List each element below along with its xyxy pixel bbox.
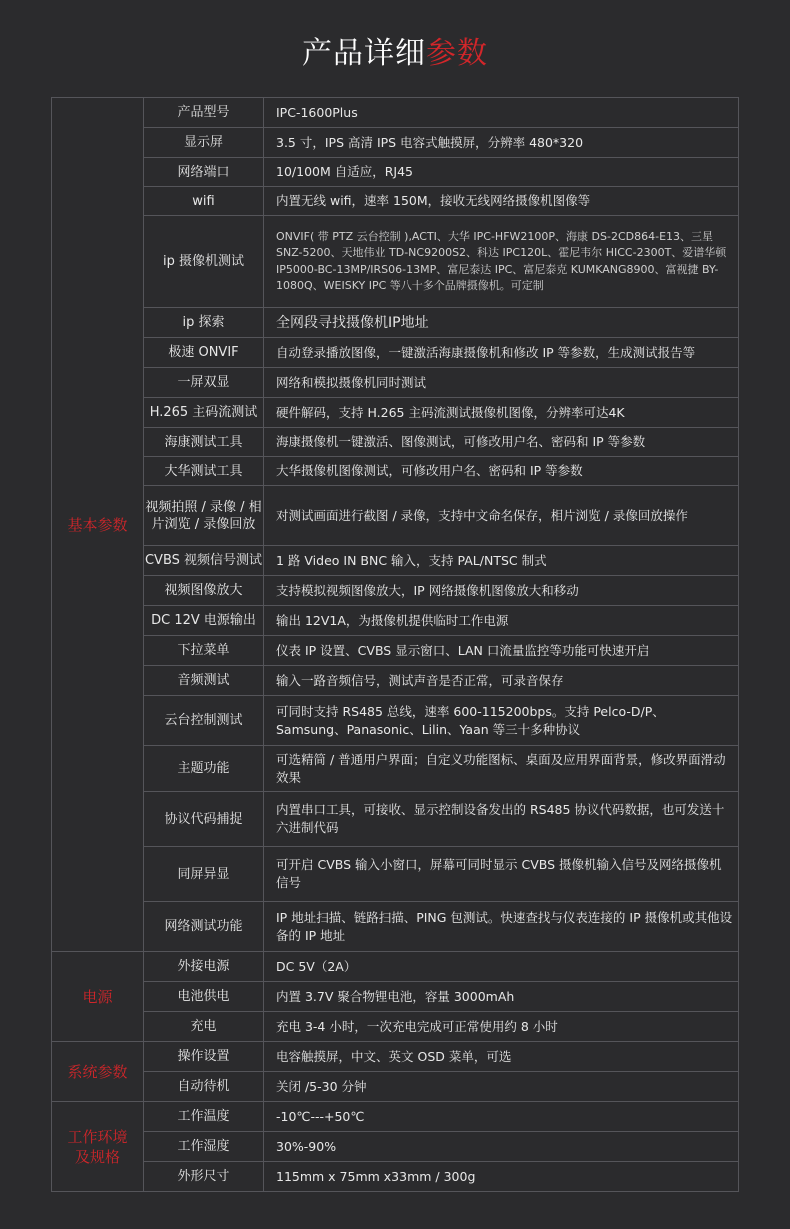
page-title (0, 28, 790, 72)
row-label: 自动待机 (144, 1072, 264, 1102)
row-label: 视频拍照 / 录像 / 相片浏览 / 录像回放 (144, 486, 264, 546)
table-row (52, 486, 739, 546)
row-label: wifi (144, 187, 264, 216)
table-row (52, 696, 739, 746)
row-value: 内置 3.7V 聚合物锂电池，容量 3000mAh (264, 982, 739, 1012)
table-row (52, 1012, 739, 1042)
row-value: 3.5 寸，IPS 高清 IPS 电容式触摸屏，分辨率 480*320 (264, 128, 739, 158)
row-label: 同屏异显 (144, 847, 264, 902)
row-value: 115mm x 75mm x33mm / 300g (264, 1162, 739, 1192)
row-value: IPC-1600Plus (264, 98, 739, 128)
table-row (52, 606, 739, 636)
table-row (52, 308, 739, 338)
row-value: 全网段寻找摄像机IP地址 (264, 308, 739, 338)
row-value: 硬件解码，支持 H.265 主码流测试摄像机图像，分辨率可达4K (264, 398, 739, 428)
row-value: IP 地址扫描、链路扫描、PING 包测试。快速查找与仪表连接的 IP 摄像机或其他设备的 IP 地址 (264, 902, 739, 952)
table-row (52, 636, 739, 666)
row-label: 协议代码捕捉 (144, 792, 264, 847)
table-row (52, 1132, 739, 1162)
table-row (52, 666, 739, 696)
row-value: 支持模拟视频图像放大，IP 网络摄像机图像放大和移动 (264, 576, 739, 606)
row-label: 工作湿度 (144, 1132, 264, 1162)
row-value: 输入一路音频信号，测试声音是否正常，可录音保存 (264, 666, 739, 696)
category-power: 电源 (52, 952, 144, 1042)
row-value: 对测试画面进行截图 / 录像，支持中文命名保存，相片浏览 / 录像回放操作 (264, 486, 739, 546)
table-row (52, 428, 739, 457)
row-label: 充电 (144, 1012, 264, 1042)
table-row (52, 792, 739, 847)
row-value: 可选精简 / 普通用户界面；自定义功能图标、桌面及应用界面背景，修改界面滑动效果 (264, 746, 739, 792)
table-row (52, 546, 739, 576)
row-value: 可同时支持 RS485 总线，速率 600-115200bps。支持 Pelco-D/P、Samsung、Panasonic、Lilin、Yaan 等三十多种协议 (264, 696, 739, 746)
category-env: 工作环境及规格 (52, 1102, 144, 1192)
row-label: 电池供电 (144, 982, 264, 1012)
row-value: 可开启 CVBS 输入小窗口，屏幕可同时显示 CVBS 摄像机输入信号及网络摄像机信号 (264, 847, 739, 902)
row-label: H.265 主码流测试 (144, 398, 264, 428)
row-value: 1 路 Video IN BNC 输入，支持 PAL/NTSC 制式 (264, 546, 739, 576)
row-value: -10℃---+50℃ (264, 1102, 739, 1132)
table-row (52, 128, 739, 158)
table-row (52, 398, 739, 428)
spec-table (51, 97, 739, 1192)
table-row (52, 187, 739, 216)
row-label: 一屏双显 (144, 368, 264, 398)
row-label: 大华测试工具 (144, 457, 264, 486)
table-row (52, 1102, 739, 1132)
table-row (52, 1162, 739, 1192)
row-label: 视频图像放大 (144, 576, 264, 606)
row-label: 外接电源 (144, 952, 264, 982)
row-label: DC 12V 电源输出 (144, 606, 264, 636)
row-value: 海康摄像机一键激活、图像测试，可修改用户名、密码和 IP 等参数 (264, 428, 739, 457)
row-value: 关闭 /5-30 分钟 (264, 1072, 739, 1102)
page-title-accent: 参数 (426, 36, 488, 71)
row-label: 显示屏 (144, 128, 264, 158)
row-label: 音频测试 (144, 666, 264, 696)
row-label: 主题功能 (144, 746, 264, 792)
category-system: 系统参数 (52, 1042, 144, 1102)
row-label: 外形尺寸 (144, 1162, 264, 1192)
table-row (52, 902, 739, 952)
row-value: DC 5V（2A） (264, 952, 739, 982)
row-label: ip 摄像机测试 (144, 216, 264, 308)
row-value: ONVIF( 带 PTZ 云台控制 ),ACTI、大华 IPC-HFW2100P、海康 DS-2CD864-E13、三星 SNZ-5200、天地伟业 TD-NC9200S2、科达 IPC120L、霍尼韦尔 HICC-2300T、爱谱华顿 IP5000-BC-13MP/IRS06-13MP、富尼泰达 IPC、富尼泰克 KUMKANG8900、富视捷 BY-1080Q、WEISKY IPC 等八十多个品牌摄像机。可定制 (264, 216, 739, 308)
table-row (52, 952, 739, 982)
page-title-main: 产品详细 (302, 36, 426, 71)
row-label: 网络端口 (144, 158, 264, 187)
row-label: 海康测试工具 (144, 428, 264, 457)
table-row (52, 576, 739, 606)
table-row (52, 368, 739, 398)
row-label: 下拉菜单 (144, 636, 264, 666)
table-row (52, 982, 739, 1012)
row-value: 10/100M 自适应，RJ45 (264, 158, 739, 187)
table-row (52, 746, 739, 792)
table-row (52, 457, 739, 486)
table-row (52, 847, 739, 902)
row-label: 极速 ONVIF (144, 338, 264, 368)
row-value: 内置无线 wifi，速率 150M，接收无线网络摄像机图像等 (264, 187, 739, 216)
table-row (52, 98, 739, 128)
table-row (52, 1042, 739, 1072)
row-label: 产品型号 (144, 98, 264, 128)
row-label: CVBS 视频信号测试 (144, 546, 264, 576)
table-row (52, 158, 739, 187)
row-value: 自动登录播放图像，一键激活海康摄像机和修改 IP 等参数，生成测试报告等 (264, 338, 739, 368)
table-row (52, 1072, 739, 1102)
row-label: 云台控制测试 (144, 696, 264, 746)
row-label: 网络测试功能 (144, 902, 264, 952)
row-label: ip 探索 (144, 308, 264, 338)
row-value: 电容触摸屏，中文、英文 OSD 菜单，可选 (264, 1042, 739, 1072)
row-value: 内置串口工具，可接收、显示控制设备发出的 RS485 协议代码数据，也可发送十六进制代码 (264, 792, 739, 847)
table-row (52, 338, 739, 368)
row-value: 网络和模拟摄像机同时测试 (264, 368, 739, 398)
row-value: 大华摄像机图像测试，可修改用户名、密码和 IP 等参数 (264, 457, 739, 486)
row-label: 操作设置 (144, 1042, 264, 1072)
row-value: 30%-90% (264, 1132, 739, 1162)
row-label: 工作温度 (144, 1102, 264, 1132)
category-basic: 基本参数 (52, 98, 144, 952)
row-value: 输出 12V1A，为摄像机提供临时工作电源 (264, 606, 739, 636)
row-value: 充电 3-4 小时，一次充电完成可正常使用约 8 小时 (264, 1012, 739, 1042)
row-value: 仪表 IP 设置、CVBS 显示窗口、LAN 口流量监控等功能可快速开启 (264, 636, 739, 666)
table-row (52, 216, 739, 308)
